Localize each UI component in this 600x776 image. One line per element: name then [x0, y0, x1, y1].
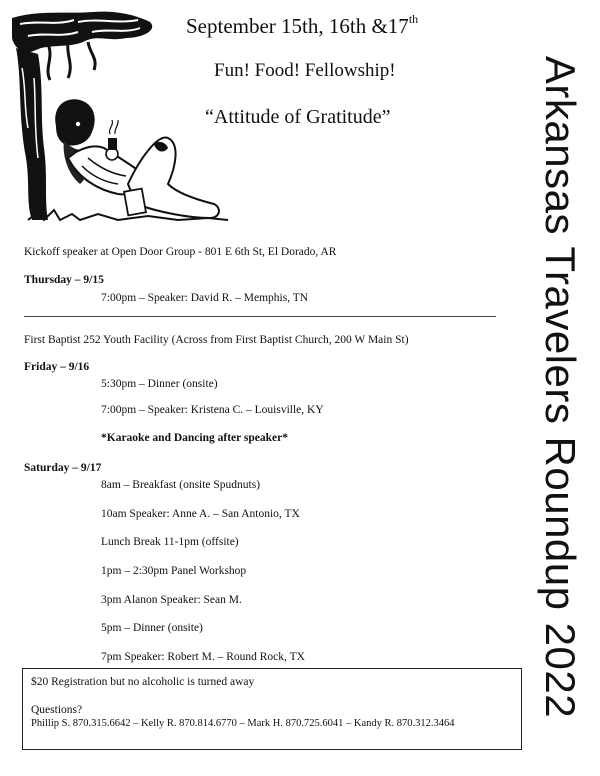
friday-note: *Karaoke and Dancing after speaker* [101, 432, 288, 444]
questions-label: Questions? [31, 704, 83, 716]
friday-item: 5:30pm – Dinner (onsite) [101, 378, 218, 390]
saturday-item: 3pm Alanon Speaker: Sean M. [101, 594, 242, 606]
registration-text: $20 Registration but no alcoholic is turned away [31, 676, 255, 688]
event-tagline: Fun! Food! Fellowship! [214, 60, 396, 81]
man-hair [55, 99, 94, 145]
tree-canopy [12, 12, 152, 52]
saturday-item: 8am – Breakfast (onsite Spudnuts) [101, 479, 261, 491]
vertical-title-text: Arkansas Travelers Roundup 2022 [537, 55, 584, 719]
steam-lines [110, 120, 119, 134]
event-dates-text: September 15th, 16th &17 [186, 14, 409, 38]
vertical-title [527, 6, 593, 768]
registration-info-box [22, 668, 522, 750]
main-venue: First Baptist 252 Youth Facility (Across from First Baptist Church, 200 W Main St) [24, 334, 409, 346]
man-eye [76, 122, 80, 126]
friday-item: 7:00pm – Speaker: Kristena C. – Louisville, KY [101, 404, 324, 416]
tree-branches [48, 42, 95, 80]
tree-man-illustration [8, 8, 230, 226]
saturday-item: 5pm – Dinner (onsite) [101, 622, 203, 634]
friday-heading: Friday – 9/16 [24, 361, 90, 373]
event-dates [186, 14, 418, 39]
tree-trunk [16, 48, 48, 220]
book [124, 189, 146, 216]
saturday-item: Lunch Break 11-1pm (offsite) [101, 536, 239, 548]
kickoff-venue: Kickoff speaker at Open Door Group - 801 E 6th St, El Dorado, AR [24, 246, 337, 258]
event-dates-suffix: th [408, 12, 419, 26]
saturday-item: 10am Speaker: Anne A. – San Antonio, TX [101, 508, 300, 520]
saturday-heading: Saturday – 9/17 [24, 462, 102, 474]
contact-list: Phillip S. 870.315.6642 – Kelly R. 870.814.6770 – Mark H. 870.725.6041 – Kandy R. 870.312.3464 [31, 718, 455, 729]
coffee-cup [108, 138, 117, 150]
saturday-item: 7pm Speaker: Robert M. – Round Rock, TX [101, 651, 305, 663]
event-theme: “Attitude of Gratitude” [205, 106, 391, 128]
section-divider [24, 316, 496, 317]
saturday-item: 1pm – 2:30pm Panel Workshop [101, 565, 247, 577]
thursday-item: 7:00pm – Speaker: David R. – Memphis, TN [101, 292, 309, 304]
thursday-heading: Thursday – 9/15 [24, 274, 104, 286]
